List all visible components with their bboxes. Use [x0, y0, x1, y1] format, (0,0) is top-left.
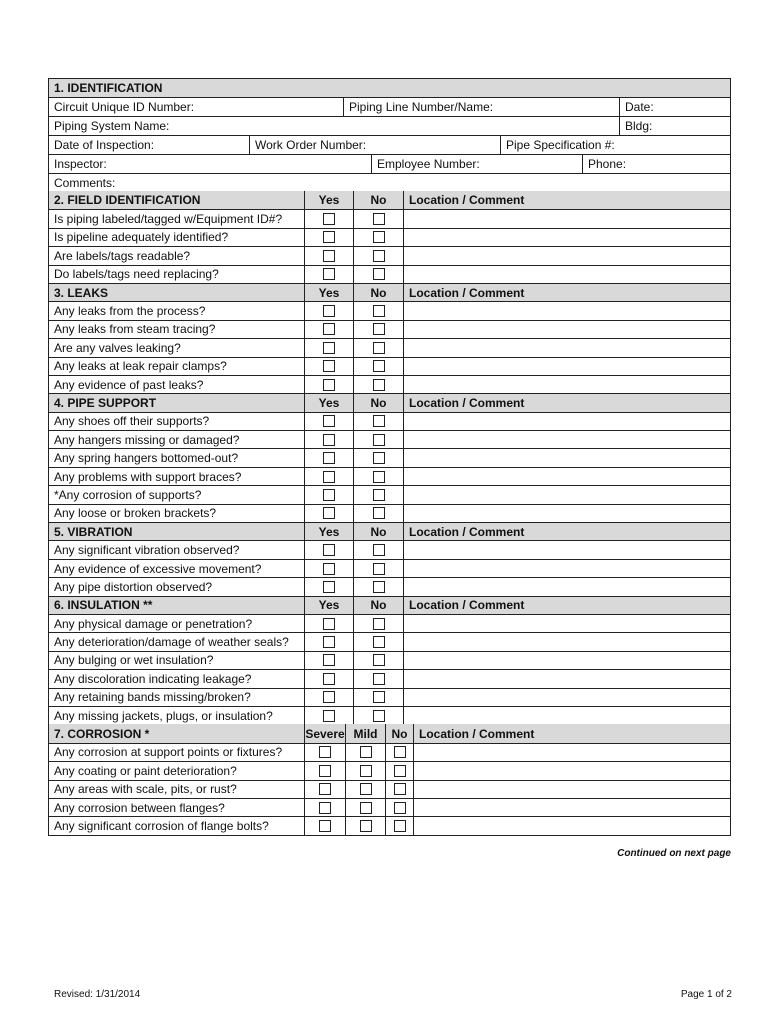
section-title: 2. FIELD IDENTIFICATION — [54, 193, 201, 208]
question-row — [49, 228, 730, 246]
page-number: Page 1 of 2 — [680, 989, 732, 1000]
section-header — [49, 191, 730, 209]
no-cell — [353, 670, 403, 687]
location-comment-field[interactable] — [403, 358, 730, 375]
yes-column-header: Yes — [304, 394, 353, 411]
mild-checkbox[interactable] — [360, 802, 372, 814]
inspection-form — [48, 78, 731, 836]
no-column-header: No — [353, 284, 403, 301]
no-checkbox[interactable] — [394, 820, 406, 832]
question-row — [49, 706, 730, 724]
yes-cell — [304, 560, 353, 577]
section-header — [49, 596, 730, 614]
location-comment-field[interactable] — [403, 431, 730, 448]
question-row — [49, 301, 730, 319]
severe-cell — [304, 762, 345, 779]
no-checkbox[interactable] — [373, 636, 385, 648]
mild-cell — [345, 762, 385, 779]
question-row — [49, 246, 730, 264]
yes-checkbox[interactable] — [323, 544, 335, 556]
section-header — [49, 724, 730, 742]
question-row — [49, 798, 730, 816]
revised-date: Revised: 1/31/2014 — [54, 989, 141, 1000]
inspector-field[interactable]: Inspector: — [54, 157, 107, 171]
no-cell — [353, 652, 403, 669]
location-comment-field[interactable] — [403, 413, 730, 430]
yes-column-header: Yes — [304, 284, 353, 301]
question-text: Any leaks from steam tracing? — [54, 322, 216, 337]
question-text: Any spring hangers bottomed-out? — [54, 451, 239, 466]
question-row — [49, 651, 730, 669]
system-name-field[interactable]: Piping System Name: — [54, 119, 170, 133]
yes-checkbox[interactable] — [323, 360, 335, 372]
severe-checkbox[interactable] — [319, 783, 331, 795]
question-row — [49, 375, 730, 393]
no-column-header: No — [353, 394, 403, 411]
question-row — [49, 816, 730, 834]
no-cell — [385, 817, 413, 834]
location-comment-field[interactable] — [403, 449, 730, 466]
yes-cell — [304, 689, 353, 706]
section-title: 3. LEAKS — [54, 285, 109, 300]
yes-cell — [304, 321, 353, 338]
no-cell — [353, 321, 403, 338]
id-row-4 — [49, 154, 730, 173]
question-text: Any significant vibration observed? — [54, 543, 240, 558]
no-checkbox[interactable] — [394, 802, 406, 814]
location-comment-field[interactable] — [413, 781, 730, 798]
no-checkbox[interactable] — [373, 471, 385, 483]
question-text: Any shoes off their supports? — [54, 414, 210, 429]
no-checkbox[interactable] — [373, 563, 385, 575]
circuit-id-field[interactable]: Circuit Unique ID Number: — [54, 100, 195, 114]
mild-cell — [345, 781, 385, 798]
no-checkbox[interactable] — [373, 231, 385, 243]
location-comment-field[interactable] — [403, 689, 730, 706]
location-comment-field[interactable] — [403, 505, 730, 522]
location-comment-field[interactable] — [403, 376, 730, 393]
no-cell — [353, 266, 403, 283]
yes-column-header: Yes — [304, 597, 353, 614]
no-cell — [353, 339, 403, 356]
date-of-inspection-field[interactable]: Date of Inspection: — [54, 138, 155, 152]
piping-line-field[interactable]: Piping Line Number/Name: — [343, 98, 619, 116]
yes-checkbox[interactable] — [323, 250, 335, 262]
location-comment-field[interactable] — [403, 486, 730, 503]
yes-checkbox[interactable] — [323, 581, 335, 593]
mild-column-header: Mild — [345, 724, 385, 742]
no-cell — [353, 505, 403, 522]
yes-cell — [304, 670, 353, 687]
severe-cell — [304, 799, 345, 816]
no-checkbox[interactable] — [373, 434, 385, 446]
question-text: Any evidence of excessive movement? — [54, 561, 262, 576]
question-row — [49, 412, 730, 430]
section-title: 4. PIPE SUPPORT — [54, 395, 157, 410]
location-comment-field[interactable] — [403, 229, 730, 246]
id-row-2 — [49, 116, 730, 135]
location-comment-field[interactable] — [413, 762, 730, 779]
no-cell — [385, 799, 413, 816]
location-comment-field[interactable] — [403, 302, 730, 319]
no-column-header: No — [353, 523, 403, 540]
yes-checkbox[interactable] — [323, 489, 335, 501]
yes-column-header: Yes — [304, 191, 353, 209]
id-row-3 — [49, 135, 730, 154]
no-checkbox[interactable] — [373, 489, 385, 501]
question-row — [49, 577, 730, 595]
yes-cell — [304, 358, 353, 375]
yes-cell — [304, 505, 353, 522]
severe-cell — [304, 781, 345, 798]
no-cell — [353, 468, 403, 485]
no-checkbox[interactable] — [373, 268, 385, 280]
yes-cell — [304, 339, 353, 356]
yes-cell — [304, 486, 353, 503]
no-cell — [353, 431, 403, 448]
question-row — [49, 761, 730, 779]
no-checkbox[interactable] — [373, 323, 385, 335]
no-column-header: No — [385, 724, 413, 742]
question-row — [49, 320, 730, 338]
no-cell — [385, 781, 413, 798]
location-comment-field[interactable] — [403, 652, 730, 669]
no-cell — [385, 744, 413, 761]
yes-cell — [304, 210, 353, 227]
no-checkbox[interactable] — [373, 581, 385, 593]
yes-checkbox[interactable] — [323, 434, 335, 446]
question-row — [49, 504, 730, 522]
no-cell — [353, 615, 403, 632]
no-cell — [353, 633, 403, 650]
location-comment-field[interactable] — [403, 339, 730, 356]
continued-note: Continued on next page — [617, 848, 731, 859]
no-checkbox[interactable] — [373, 507, 385, 519]
identification-header — [49, 79, 730, 97]
severe-cell — [304, 744, 345, 761]
severe-checkbox[interactable] — [319, 820, 331, 832]
location-comment-field[interactable] — [413, 799, 730, 816]
question-text: Any significant corrosion of flange bolts? — [54, 818, 269, 833]
corrosion-section — [49, 724, 730, 834]
no-checkbox[interactable] — [373, 544, 385, 556]
yes-checkbox[interactable] — [323, 636, 335, 648]
yes-checkbox[interactable] — [323, 379, 335, 391]
no-column-header: No — [353, 597, 403, 614]
mild-checkbox[interactable] — [360, 765, 372, 777]
question-text: Any missing jackets, plugs, or insulation? — [54, 708, 273, 723]
yes-checkbox[interactable] — [323, 452, 335, 464]
question-text: Any corrosion between flanges? — [54, 800, 225, 815]
no-cell — [353, 541, 403, 558]
section-title: 6. INSULATION ** — [54, 598, 153, 613]
no-checkbox[interactable] — [394, 765, 406, 777]
section-header — [49, 393, 730, 411]
location-comment-field[interactable] — [403, 266, 730, 283]
yes-checkbox[interactable] — [323, 618, 335, 630]
mild-cell — [345, 744, 385, 761]
no-checkbox[interactable] — [394, 783, 406, 795]
question-row — [49, 743, 730, 761]
no-cell — [353, 229, 403, 246]
no-checkbox[interactable] — [373, 342, 385, 354]
comment-column-header: Location / Comment — [403, 394, 730, 411]
no-cell — [353, 449, 403, 466]
yes-checkbox[interactable] — [323, 213, 335, 225]
location-comment-field[interactable] — [403, 707, 730, 724]
yes-checkbox[interactable] — [323, 654, 335, 666]
location-comment-field[interactable] — [403, 670, 730, 687]
comment-column-header: Location / Comment — [403, 523, 730, 540]
section-header — [49, 522, 730, 540]
yes-checkbox[interactable] — [323, 691, 335, 703]
question-row — [49, 688, 730, 706]
question-row — [49, 430, 730, 448]
question-text: Any coating or paint deterioration? — [54, 763, 237, 778]
yes-cell — [304, 413, 353, 430]
yes-cell — [304, 615, 353, 632]
mild-cell — [345, 817, 385, 834]
question-text: Any evidence of past leaks? — [54, 377, 204, 392]
comments-field[interactable]: Comments: — [54, 175, 116, 190]
bldg-field[interactable]: Bldg: — [619, 117, 730, 135]
no-checkbox[interactable] — [373, 415, 385, 427]
no-cell — [353, 358, 403, 375]
question-text: Any retaining bands missing/broken? — [54, 690, 251, 705]
yes-cell — [304, 449, 353, 466]
no-checkbox[interactable] — [373, 452, 385, 464]
no-column-header: No — [353, 191, 403, 209]
yes-cell — [304, 247, 353, 264]
question-row — [49, 669, 730, 687]
comment-column-header: Location / Comment — [403, 597, 730, 614]
location-comment-field[interactable] — [413, 817, 730, 834]
yes-column-header: Yes — [304, 523, 353, 540]
yes-cell — [304, 266, 353, 283]
comment-column-header: Location / Comment — [413, 724, 730, 742]
question-row — [49, 357, 730, 375]
location-comment-field[interactable] — [403, 560, 730, 577]
question-row — [49, 485, 730, 503]
question-text: Any leaks at leak repair clamps? — [54, 359, 227, 374]
location-comment-field[interactable] — [403, 321, 730, 338]
yes-checkbox[interactable] — [323, 471, 335, 483]
yes-cell — [304, 376, 353, 393]
question-text: Any areas with scale, pits, or rust? — [54, 782, 237, 797]
yes-checkbox[interactable] — [323, 415, 335, 427]
no-checkbox[interactable] — [373, 654, 385, 666]
no-cell — [353, 578, 403, 595]
question-text: Is pipeline adequately identified? — [54, 230, 229, 245]
section-header — [49, 283, 730, 301]
no-checkbox[interactable] — [373, 618, 385, 630]
checklist-sections — [49, 191, 730, 724]
question-row — [49, 467, 730, 485]
mild-cell — [345, 799, 385, 816]
yes-cell — [304, 468, 353, 485]
section-title: 5. VIBRATION — [54, 524, 133, 539]
no-checkbox[interactable] — [394, 746, 406, 758]
location-comment-field[interactable] — [403, 615, 730, 632]
mild-checkbox[interactable] — [360, 746, 372, 758]
location-comment-field[interactable] — [403, 633, 730, 650]
question-text: Any deterioration/damage of weather seals? — [54, 635, 289, 650]
no-checkbox[interactable] — [373, 691, 385, 703]
mild-checkbox[interactable] — [360, 783, 372, 795]
question-text: Are labels/tags readable? — [54, 248, 191, 263]
no-checkbox[interactable] — [373, 673, 385, 685]
no-checkbox[interactable] — [373, 250, 385, 262]
yes-checkbox[interactable] — [323, 563, 335, 575]
yes-checkbox[interactable] — [323, 342, 335, 354]
question-row — [49, 632, 730, 650]
no-cell — [353, 210, 403, 227]
yes-cell — [304, 578, 353, 595]
no-checkbox[interactable] — [373, 379, 385, 391]
no-cell — [385, 762, 413, 779]
question-text: Any physical damage or penetration? — [54, 616, 253, 631]
question-text: Is piping labeled/tagged w/Equipment ID#? — [54, 212, 283, 227]
question-row — [49, 209, 730, 227]
location-comment-field[interactable] — [413, 744, 730, 761]
no-cell — [353, 560, 403, 577]
yes-checkbox[interactable] — [323, 323, 335, 335]
question-text: Any hangers missing or damaged? — [54, 432, 240, 447]
no-cell — [353, 247, 403, 264]
section-title: 1. IDENTIFICATION — [54, 81, 163, 95]
yes-cell — [304, 229, 353, 246]
no-cell — [353, 413, 403, 430]
yes-checkbox[interactable] — [323, 268, 335, 280]
yes-checkbox[interactable] — [323, 673, 335, 685]
severe-cell — [304, 817, 345, 834]
date-field[interactable]: Date: — [619, 98, 730, 116]
yes-checkbox[interactable] — [323, 231, 335, 243]
no-checkbox[interactable] — [373, 360, 385, 372]
severe-column-header: Severe — [304, 724, 345, 742]
yes-cell — [304, 707, 353, 724]
section-title: 7. CORROSION * — [54, 726, 150, 741]
question-row — [49, 338, 730, 356]
location-comment-field[interactable] — [403, 468, 730, 485]
question-text: Any problems with support braces? — [54, 469, 242, 484]
no-cell — [353, 707, 403, 724]
employee-number-field[interactable]: Employee Number: — [371, 155, 582, 173]
yes-checkbox[interactable] — [323, 305, 335, 317]
question-row — [49, 780, 730, 798]
location-comment-field[interactable] — [403, 247, 730, 264]
no-cell — [353, 302, 403, 319]
question-text: Any loose or broken brackets? — [54, 506, 217, 521]
question-row — [49, 448, 730, 466]
severe-checkbox[interactable] — [319, 765, 331, 777]
yes-cell — [304, 541, 353, 558]
severe-checkbox[interactable] — [319, 746, 331, 758]
question-text: Do labels/tags need replacing? — [54, 267, 219, 282]
no-checkbox[interactable] — [373, 710, 385, 722]
question-row — [49, 614, 730, 632]
id-row-1 — [49, 97, 730, 116]
no-cell — [353, 486, 403, 503]
location-comment-field[interactable] — [403, 210, 730, 227]
mild-checkbox[interactable] — [360, 820, 372, 832]
question-row — [49, 540, 730, 558]
no-checkbox[interactable] — [373, 305, 385, 317]
yes-checkbox[interactable] — [323, 507, 335, 519]
location-comment-field[interactable] — [403, 541, 730, 558]
question-row — [49, 559, 730, 577]
question-text: Any discoloration indicating leakage? — [54, 671, 252, 686]
question-text: Any leaks from the process? — [54, 304, 206, 319]
id-row-5 — [49, 173, 730, 191]
comment-column-header: Location / Comment — [403, 191, 730, 209]
question-text: Any corrosion at support points or fixtures? — [54, 745, 283, 760]
yes-cell — [304, 652, 353, 669]
pipe-spec-field[interactable]: Pipe Specification #: — [500, 136, 730, 154]
question-row — [49, 265, 730, 283]
question-text: Any bulging or wet insulation? — [54, 653, 214, 668]
question-text: Are any valves leaking? — [54, 340, 181, 355]
yes-checkbox[interactable] — [323, 710, 335, 722]
severe-checkbox[interactable] — [319, 802, 331, 814]
phone-field[interactable]: Phone: — [582, 155, 730, 173]
no-cell — [353, 689, 403, 706]
work-order-field[interactable]: Work Order Number: — [249, 136, 500, 154]
no-checkbox[interactable] — [373, 213, 385, 225]
location-comment-field[interactable] — [403, 578, 730, 595]
yes-cell — [304, 431, 353, 448]
comment-column-header: Location / Comment — [403, 284, 730, 301]
no-cell — [353, 376, 403, 393]
question-text: Any pipe distortion observed? — [54, 579, 213, 594]
yes-cell — [304, 633, 353, 650]
yes-cell — [304, 302, 353, 319]
question-text: *Any corrosion of supports? — [54, 487, 202, 502]
